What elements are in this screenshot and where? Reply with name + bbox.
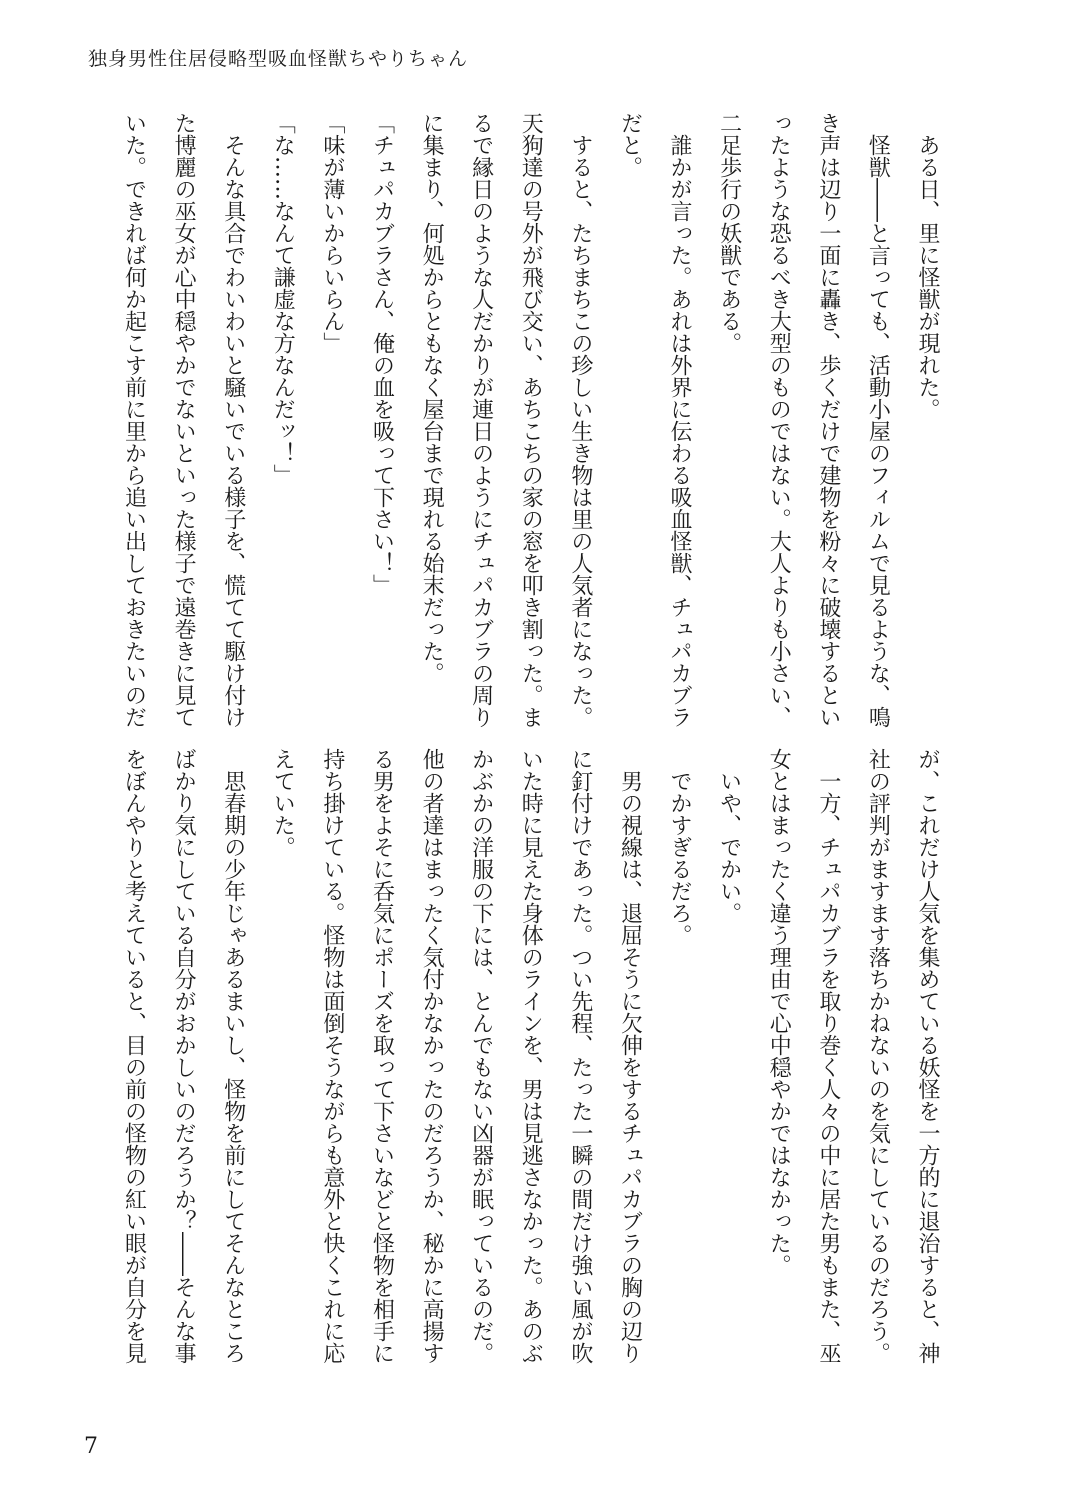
text-line: 社の評判がますます落ちかねないのを気にしているのだろう。 — [865, 748, 891, 1364]
text-line: かぶかの洋服の下には、とんでもない凶器が眠っているのだ。 — [468, 748, 494, 1364]
text-line: すると、たちまちこの珍しい生き物は里の人気者になった。 — [567, 112, 593, 728]
text-line: 「な……なんて謙虚な方なんだッ！」 — [270, 112, 296, 486]
text-line: でかすぎるだろ。 — [667, 748, 693, 946]
text-line: 思春期の少年じゃあるまいし、怪物を前にしてそんなところ — [220, 748, 246, 1364]
text-line: に集まり、何処からともなく屋台まで現れる始末だった。 — [419, 112, 445, 684]
text-line: 誰かが言った。あれは外界に伝わる吸血怪獣、チュパカブラ — [667, 112, 693, 728]
text-line: えていた。 — [270, 748, 296, 858]
text-line: そんな具合でわいわいと騒いでいる様子を、慌てて駆け付け — [220, 112, 246, 728]
text-block-bottom — [109, 748, 952, 1378]
text-line: 二足歩行の妖獣である。 — [716, 112, 742, 354]
text-line: ばかり気にしている自分がおかしいのだろうか？――そんな事 — [171, 748, 197, 1364]
text-line: 「チュパカブラさん、俺の血を吸って下さい！」 — [369, 112, 395, 596]
text-block-top — [109, 112, 952, 742]
text-line: 持ち掛けている。怪物は面倒そうながらも意外と快くこれに応 — [319, 748, 345, 1364]
text-line: が、これだけ人気を集めている妖怪を一方的に退治すると、神 — [915, 748, 940, 1364]
text-line: き声は辺り一面に轟き、歩くだけで建物を粉々に破壊するとい — [815, 112, 841, 728]
running-head-title: 独身男性住居侵略型吸血怪獣ちやりちゃん — [88, 48, 469, 70]
text-line: 怪獣――と言っても、活動小屋のフィルムで見るような、鳴 — [865, 112, 891, 728]
text-line: だと。 — [617, 112, 643, 178]
text-line: 男の視線は、退屈そうに欠伸をするチュパカブラの胸の辺り — [617, 748, 643, 1364]
text-line: るで縁日のような人だかりが連日のようにチュパカブラの周り — [468, 112, 494, 728]
text-line: 一方、チュパカブラを取り巻く人々の中に居た男もまた、巫 — [815, 748, 841, 1364]
text-line: 他の者達はまったく気付かなかったのだろうか、秘かに高揚す — [419, 748, 445, 1364]
text-line: 「味が薄いからいらん」 — [319, 112, 345, 354]
text-line: 天狗達の号外が飛び交い、あちこちの家の窓を叩き割った。ま — [518, 112, 544, 728]
text-line: ある日、里に怪獣が現れた。 — [915, 112, 940, 420]
text-line: をぼんやりと考えていると、目の前の怪物の紅い眼が自分を見 — [121, 748, 147, 1364]
text-line: た博麗の巫女が心中穏やかでないといった様子で遠巻きに見て — [171, 112, 197, 728]
text-line: いや、でかい。 — [716, 748, 742, 924]
text-line: に釘付けであった。つい先程、たった一瞬の間だけ強い風が吹 — [567, 748, 593, 1364]
text-line: ったような恐るべき大型のものではない。大人よりも小さい、 — [766, 112, 792, 728]
text-line: いた時に見えた身体のラインを、男は見逃さなかった。あのぶ — [518, 748, 544, 1364]
page-number: 7 — [84, 1434, 98, 1459]
text-line: いた。できれば何か起こす前に里から追い出しておきたいのだ — [121, 112, 147, 728]
text-line: る男をよそに呑気にポーズを取って下さいなどと怪物を相手に — [369, 748, 395, 1364]
text-line: 女とはまったく違う理由で心中穏やかではなかった。 — [766, 748, 792, 1276]
